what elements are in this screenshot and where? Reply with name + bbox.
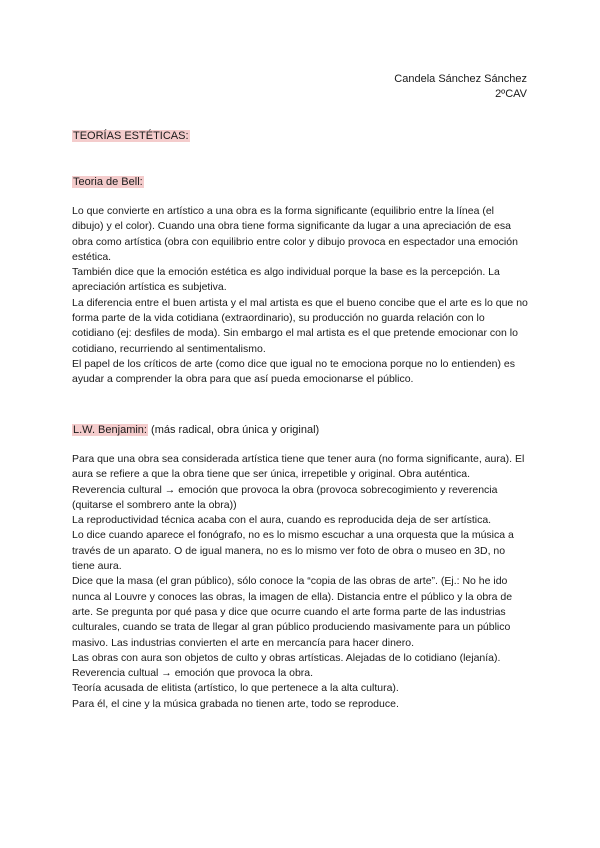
bell-heading-text: Teoria de Bell: [73,176,143,188]
benjamin-paragraph: Para él, el cine y la música grabada no tienen arte, todo se reproduce. [72,697,399,710]
bell-paragraph: También dice que la emoción estética es algo individual porque la base es la percepción. La apreciación artística es subjetiva. [72,266,500,294]
bell-paragraph: Lo que convierte en artístico a una obra es la forma significante (equilibrio entre la línea (el dibujo) y el color). Cuando una obra tiene forma significante da lugar a una apreciación de esa obra como artística (obra con equilibrio entre color y dibujo provoca en espectador una emoción estética. [72,205,518,263]
bell-paragraph: La diferencia entre el buen artista y el mal artista es que el bueno concibe que el arte es lo que no forma parte de la vida cotidiana (extraordinario), su producción no guarda relación con lo cotidiano (ej: desfiles de moda). Sin embargo el mal artista es el que pretende emocionar con lo cotidiano, recurriendo al sentimentalismo. [72,296,528,355]
benjamin-heading-note: (más radical, obra única y original) [151,424,320,436]
author-course: 2ºCAV [495,88,527,100]
benjamin-paragraph: La reproductividad técnica acaba con el aura, cuando es reproducida deja de ser artística. [72,514,492,527]
benjamin-heading-text: L.W. Benjamin: [73,424,147,436]
author-block [394,72,527,102]
main-title-text: TEORÍAS ESTÉTICAS: [73,130,189,142]
benjamin-paragraph: Dice que la masa (el gran público), sólo conoce la “copia de las obras de arte”. (Ej.: No he ido nunca al Louvre y conoces las obras, la imagen de ella). Distancia entre el público y la obra de arte. Se pregunta por qué pasa y dice que ocurre cuando el arte forma parte de las industrias culturales, cuando se trata de llegar al gran público produciendo masivamente para un público masivo. Las industrias convierten el arte en mercancía para hacer dinero. [72,575,513,649]
benjamin-paragraph: Para que una obra sea considerada artística tiene que tener aura (no forma significante, aura). El aura se refiere a que la obra tiene que ser única, irrepetible y original. Obra auténtica. [72,453,525,481]
main-title [72,129,190,144]
benjamin-body [72,452,528,712]
benjamin-heading [72,423,319,438]
benjamin-paragraph: Las obras con aura son objetos de culto y obras artísticas. Alejadas de lo cotidiano (lejanía). [72,651,501,664]
benjamin-paragraph: Teoría acusada de elitista (artístico, lo que pertenece a la alta cultura). [72,682,399,695]
bell-paragraph: El papel de los críticos de arte (como dice que igual no te emociona porque no lo entienden) es ayudar a comprender la obra para que así pueda emocionarse el público. [72,357,516,386]
benjamin-paragraph: Reverencia cultual → emoción que provoca la obra. [72,667,314,680]
benjamin-paragraph: Reverencia cultural → emoción que provoca la obra (provoca sobrecogimiento y reverencia (quitarse el sombrero ante la obra)) [72,483,498,511]
bell-heading [72,175,144,190]
author-name: Candela Sánchez Sánchez [394,73,527,85]
bell-body [72,204,528,388]
benjamin-paragraph: Lo dice cuando aparece el fonógrafo, no es lo mismo escuchar a una orquesta que la música a través de un aparato. O de igual manera, no es lo mismo ver foto de obra o museo en 3D, no tiene aura. [72,529,514,573]
